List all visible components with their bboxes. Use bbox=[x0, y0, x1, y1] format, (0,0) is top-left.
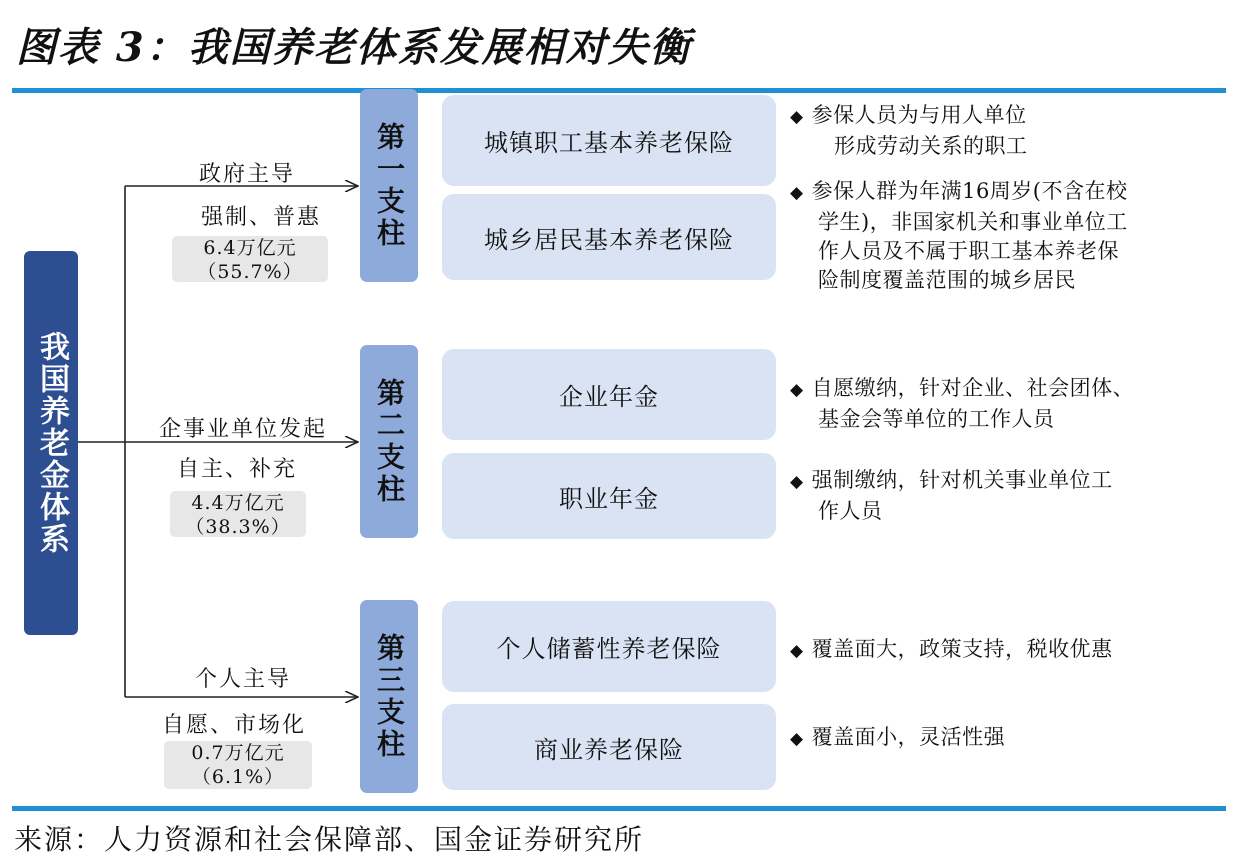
pillar-3-label: 第三支柱 bbox=[373, 632, 406, 761]
pillar-1-feature: 强制、普惠 bbox=[200, 205, 321, 230]
pillar-1-share: （55.7%） bbox=[197, 261, 303, 283]
pillar-3-share: （6.1%） bbox=[191, 766, 285, 788]
pillar-3-item-1-label: 个人储蓄性养老保险 bbox=[496, 635, 722, 663]
pillar-1-arrow-label: 政府主导 bbox=[198, 162, 295, 187]
pillar-1 bbox=[360, 89, 418, 282]
source-note: 来源：人力资源和社会保障部、国金证券研究所 bbox=[14, 823, 645, 856]
pillar-3-arrow-label: 个人主导 bbox=[194, 667, 291, 692]
root-label: 我国养老金体系 bbox=[34, 331, 69, 555]
pillar-2-item-1-label: 企业年金 bbox=[559, 383, 659, 411]
figure-title: 图表 3：我国养老体系发展相对失衡 bbox=[16, 24, 692, 71]
pillar-2-item-1 bbox=[442, 349, 776, 440]
bottom-divider bbox=[12, 806, 1226, 811]
pillar-2-value: 4.4万亿元 bbox=[191, 492, 285, 514]
pillar-2-item-2-label: 职业年金 bbox=[559, 484, 659, 513]
pillar-2-share: （38.3%） bbox=[185, 516, 291, 538]
pillar-3 bbox=[360, 600, 418, 793]
pillar-1-item-1 bbox=[442, 95, 776, 186]
pillar-3-item-1-desc: ◆ 覆盖面大，政策支持，税收优惠 bbox=[790, 637, 1113, 661]
diamond-bullet-icon: ◆ bbox=[790, 380, 804, 400]
pillar-2 bbox=[360, 345, 418, 538]
pillar-2-item-1-desc: ◆ 自愿缴纳，针对企业、社会团体、 基金会等单位的工作人员 bbox=[790, 376, 1135, 431]
pillar-2-item-2-desc: ◆ 强制缴纳，针对机关事业单位工 作人员 bbox=[790, 468, 1113, 523]
diamond-bullet-icon: ◆ bbox=[790, 729, 804, 749]
pillar-3-item-2-desc: ◆ 覆盖面小，灵活性强 bbox=[790, 725, 1006, 749]
pillar-2-label: 第二支柱 bbox=[373, 377, 406, 506]
pillar-1-value-box bbox=[172, 236, 328, 282]
pillar-1-item-2-desc: ◆ 参保人群为年满16周岁(不含在校 学生)，非国家机关和事业单位工 作人员及不属于职工基本养老保 险制度覆盖范围的城乡居民 bbox=[790, 179, 1128, 292]
diamond-bullet-icon: ◆ bbox=[790, 472, 804, 492]
pillar-2-arrow-label: 企事业单位发起 bbox=[158, 417, 327, 442]
pillar-2-value-box bbox=[170, 491, 306, 537]
pillar-1-item-2 bbox=[442, 194, 776, 280]
diamond-bullet-icon: ◆ bbox=[790, 183, 804, 203]
pillar-3-item-2-label: 商业养老保险 bbox=[534, 735, 684, 764]
diamond-bullet-icon: ◆ bbox=[790, 641, 804, 661]
pillar-2-feature: 自主、补充 bbox=[176, 457, 297, 482]
pillar-1-value: 6.4万亿元 bbox=[203, 237, 297, 259]
pillar-1-item-1-label: 城镇职工基本养老保险 bbox=[484, 129, 734, 157]
pillar-2-item-2 bbox=[442, 453, 776, 539]
pillar-1-label: 第一支柱 bbox=[373, 121, 406, 250]
pillar-3-value: 0.7万亿元 bbox=[191, 742, 285, 764]
pillar-3-feature: 自愿、市场化 bbox=[161, 713, 306, 738]
diamond-bullet-icon: ◆ bbox=[790, 107, 804, 127]
pillar-1-item-1-desc: ◆ 参保人员为与用人单位 形成劳动关系的职工 bbox=[790, 103, 1028, 158]
pillar-3-value-box bbox=[164, 741, 312, 789]
pillar-3-item-2 bbox=[442, 704, 776, 790]
pillar-3-item-1 bbox=[442, 601, 776, 692]
root-node bbox=[24, 251, 78, 635]
pillar-1-item-2-label: 城乡居民基本养老保险 bbox=[484, 225, 734, 254]
